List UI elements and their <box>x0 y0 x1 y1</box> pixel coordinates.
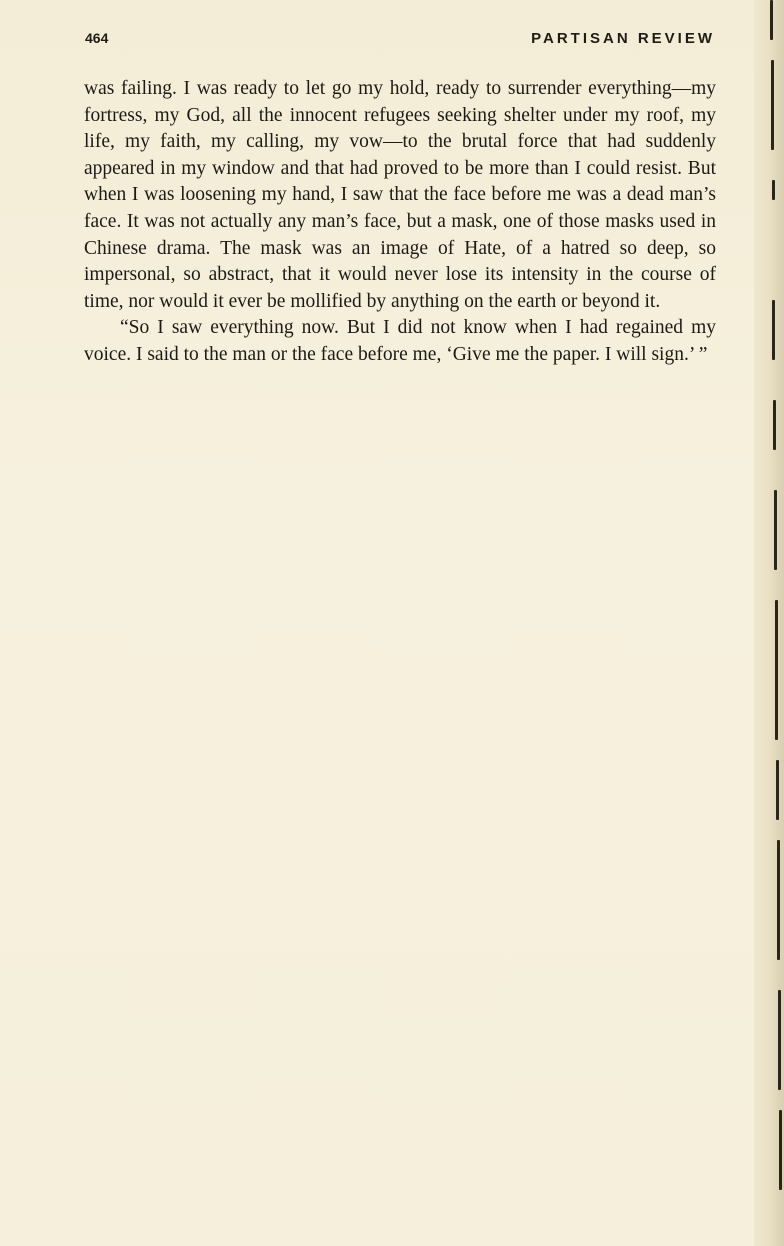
page-edge <box>754 0 784 1246</box>
page-edge-mark <box>774 490 777 570</box>
page-edge-mark <box>772 300 775 360</box>
body-text <box>84 76 716 369</box>
page-edge-mark <box>777 840 780 960</box>
paragraph: “So I saw everything now. But I did not know when I had regained my voice. I said to the man or the face before me, ‘Give me the paper. I will sign.’ ” <box>84 317 716 365</box>
page-edge-mark <box>776 760 779 820</box>
page-header <box>85 26 715 50</box>
page-edge-mark <box>771 60 774 150</box>
running-head: PARTISAN REVIEW <box>531 30 715 47</box>
paragraph: was failing. I was ready to let go my hold, ready to surrender everything—my fortress, my God, all the innocent refugees seeking shelter under my roof, my life, my faith, my calling, my vow—to the brutal force that had suddenly appeared in my window and that had proved to be more than I could resist. But when I was loosening my hand, I saw that the face before me was a dead man’s face. It was not actually any man’s face, but a mask, one of those masks used in Chinese drama. The mask was an image of Hate, of a hatred so deep, so impersonal, so abstract, that it would never lose its intensity in the course of time, nor would it ever be mollified by anything on the earth or beyond it. <box>84 78 716 312</box>
page-edge-mark <box>778 990 781 1090</box>
page-number: 464 <box>85 30 109 46</box>
page-edge-mark <box>779 1110 782 1190</box>
page-edge-mark <box>773 400 776 450</box>
page-edge-mark <box>770 0 773 40</box>
page-edge-mark <box>772 180 775 200</box>
page-edge-mark <box>775 600 778 740</box>
